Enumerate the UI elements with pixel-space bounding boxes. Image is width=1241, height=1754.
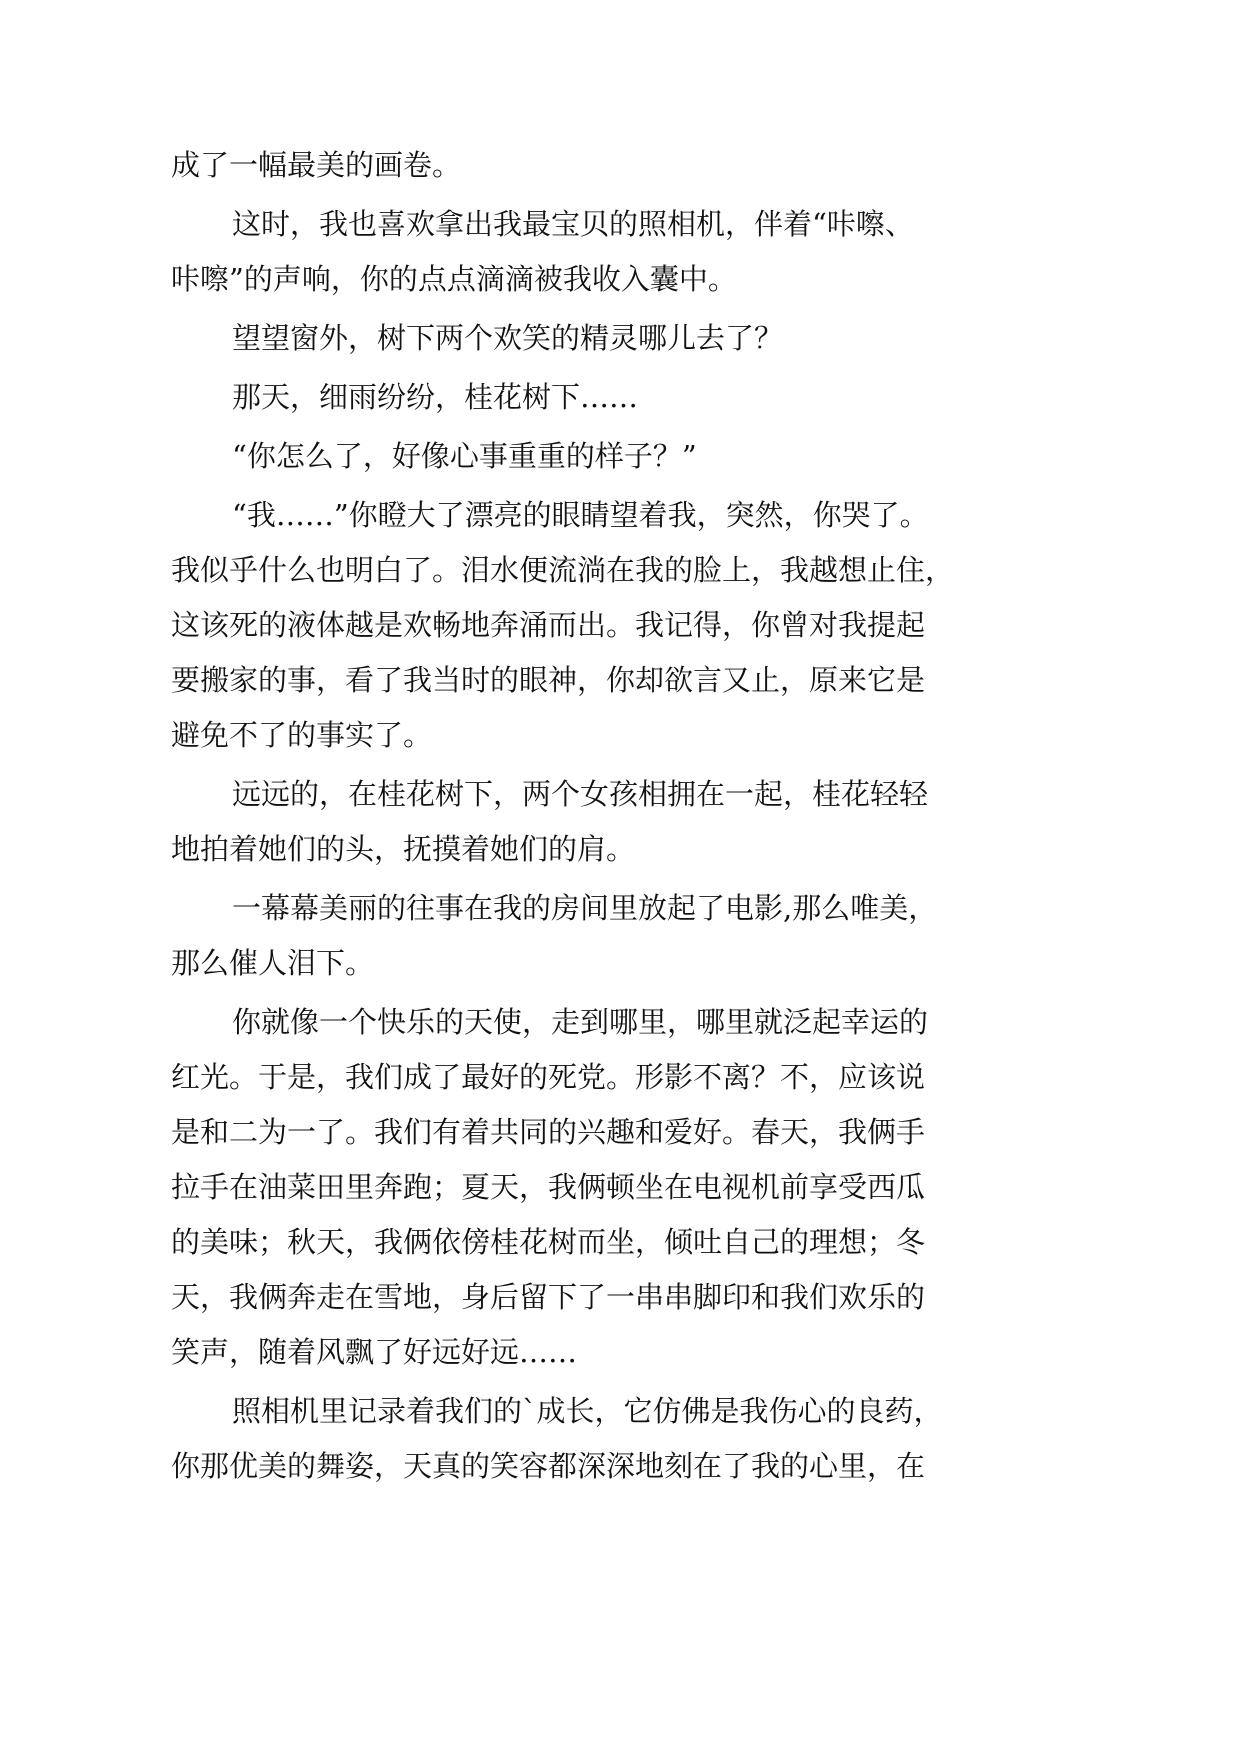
text-line: “你怎么了，好像心事重重的样子？” — [232, 439, 697, 473]
text-line: 那天，细雨纷纷，桂花树下…… — [232, 380, 639, 414]
text-line: 远远的，在桂花树下，两个女孩相拥在一起，桂花轻轻 — [232, 777, 929, 811]
text-line: 的美味；秋天，我俩依傍桂花树而坐，倾吐自己的理想；冬 — [171, 1225, 926, 1259]
paragraph-10 — [171, 1384, 961, 1494]
paragraph-1 — [171, 138, 961, 193]
text-line: 我似乎什么也明白了。泪水便流淌在我的脸上，我越想止住， — [171, 553, 955, 587]
text-line: 红光。于是，我们成了最好的死党。形影不离？不，应该说 — [171, 1060, 926, 1094]
paragraph-6 — [171, 488, 961, 763]
text-line: 你就像一个快乐的天使，走到哪里，哪里就泛起幸运的 — [232, 1005, 929, 1039]
text-line: 望望窗外，树下两个欢笑的精灵哪儿去了？ — [232, 321, 784, 355]
text-line: 是和二为一了。我们有着共同的兴趣和爱好。春天，我俩手 — [171, 1115, 926, 1149]
paragraph-2 — [171, 197, 961, 307]
text-line: 笑声，随着风飘了好远好远…… — [171, 1335, 578, 1369]
text-line: 这该死的液体越是欢畅地奔涌而出。我记得，你曾对我提起 — [171, 608, 926, 642]
text-line: 要搬家的事，看了我当时的眼神，你却欲言又止，原来它是 — [171, 663, 926, 697]
text-line: 成了一幅最美的画卷。 — [171, 148, 462, 182]
text-line: 避免不了的事实了。 — [171, 718, 433, 752]
text-line: 照相机里记录着我们的`成长，它仿佛是我伤心的良药， — [232, 1394, 943, 1428]
paragraph-8 — [171, 881, 961, 991]
paragraph-4 — [171, 370, 961, 425]
text-line: “我……”你瞪大了漂亮的眼睛望着我，突然，你哭了。 — [232, 498, 929, 532]
paragraph-7 — [171, 767, 961, 877]
text-line: 那么催人泪下。 — [171, 946, 375, 980]
text-line: 这时，我也喜欢拿出我最宝贝的照相机，伴着“咔嚓、 — [232, 207, 914, 241]
paragraph-9 — [171, 995, 961, 1380]
text-line: 拉手在油菜田里奔跑；夏天，我俩顿坐在电视机前享受西瓜 — [171, 1170, 926, 1204]
text-line: 天，我俩奔走在雪地，身后留下了一串串脚印和我们欢乐的 — [171, 1280, 926, 1314]
body-text — [171, 138, 961, 1494]
text-line: 你那优美的舞姿，天真的笑容都深深地刻在了我的心里，在 — [171, 1449, 926, 1483]
paragraph-3 — [171, 311, 961, 366]
text-line: 一幕幕美丽的往事在我的房间里放起了电影,那么唯美， — [232, 891, 938, 925]
paragraph-5 — [171, 429, 961, 484]
text-line: 地拍着她们的头，抚摸着她们的肩。 — [171, 832, 636, 866]
text-line: 咔嚓”的声响，你的点点滴滴被我收入囊中。 — [171, 262, 737, 296]
